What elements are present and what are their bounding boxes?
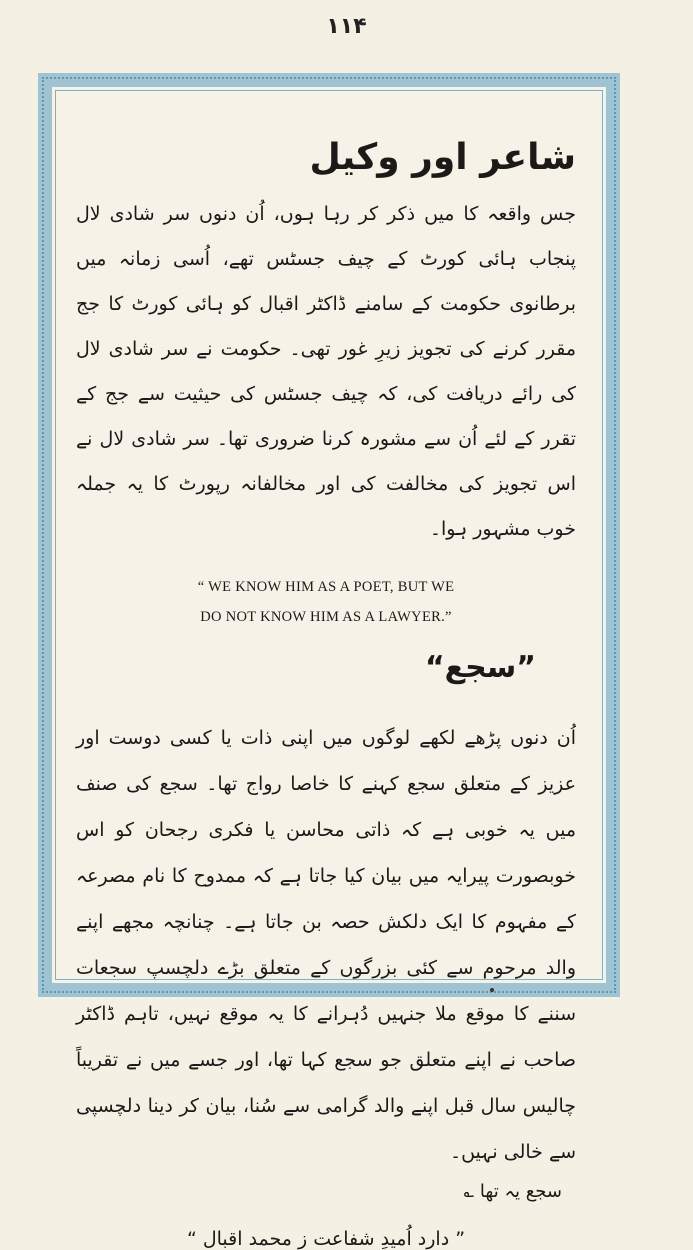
decorative-border-frame [38,73,620,1250]
english-quote-line-1: “ WE KNOW HIM AS A POET, BUT WE [197,579,455,595]
section-heading: شاعر اور وکیل [309,137,576,178]
page-content [52,87,606,1250]
couplet: ” دارد اُمیدِ شفاعت ز محمد اقبال “ [186,1228,466,1250]
page-number: ۱۱۴ [326,14,367,39]
english-quote [76,572,576,632]
sub-heading: ”سجع“ [424,650,536,685]
ink-dot [490,988,494,992]
english-quote-line-2: DO NOT KNOW HIM AS A LAWYER.” [200,609,452,625]
paragraph-1: جس واقعہ کا میں ذکر کر رہا ہوں، اُن دنوں سر شادی لال پنجاب ہائی کورٹ کے چیف جسٹس تھے، اُسی زمانہ میں برطانوی حکومت کے سامنے ڈاکٹر اقبال کو ہائی کورٹ کا جج مقرر کرنے کی تجویز زیرِ غور تھی۔ حکومت نے سر شادی لال کی رائے دریافت کی، کہ چیف جسٹس کی حیثیت سے جج کے تقرر کے لئے اُن سے مشورہ کرنا ضروری تھا۔ سر شادی لال نے اس تجویز کی مخالفت کی اور مخالفانہ رپورٹ کا یہ جملہ خوب مشہور ہوا۔ [76,203,576,540]
paragraph-2: اُن دنوں پڑھے لکھے لوگوں میں اپنی ذات یا کسی دوست اور عزیز کے متعلق سجع کہنے کا خاصا رواج تھا۔ سجع کی صنف میں یہ خوبی ہے کہ ذاتی محاسن یا فکری رجحان کو اس خوبصورت پیرایہ میں بیان کیا جاتا ہے کہ ممدوح کا نام مصرعہ کے مفہوم کا ایک دلکش حصہ بن جاتا ہے۔ چنانچہ مجھے اپنے والد مرحوم سے کئی بزرگوں کے متعلق بڑے دلچسپ سجعات سننے کا موقع ملا جنہیں دُہرانے کا یہ موقع نہیں، تاہم ڈاکٹر صاحب نے اپنے متعلق جو سجع کہا تھا، اور جسے میں نے تقریباً چالیس سال قبل اپنے والد گرامی سے سُنا، بیان کر دینا دلچسپی سے خالی نہیں۔ [76,727,576,1163]
couplet-intro: سجع یہ تھا ؎ [463,1181,562,1202]
